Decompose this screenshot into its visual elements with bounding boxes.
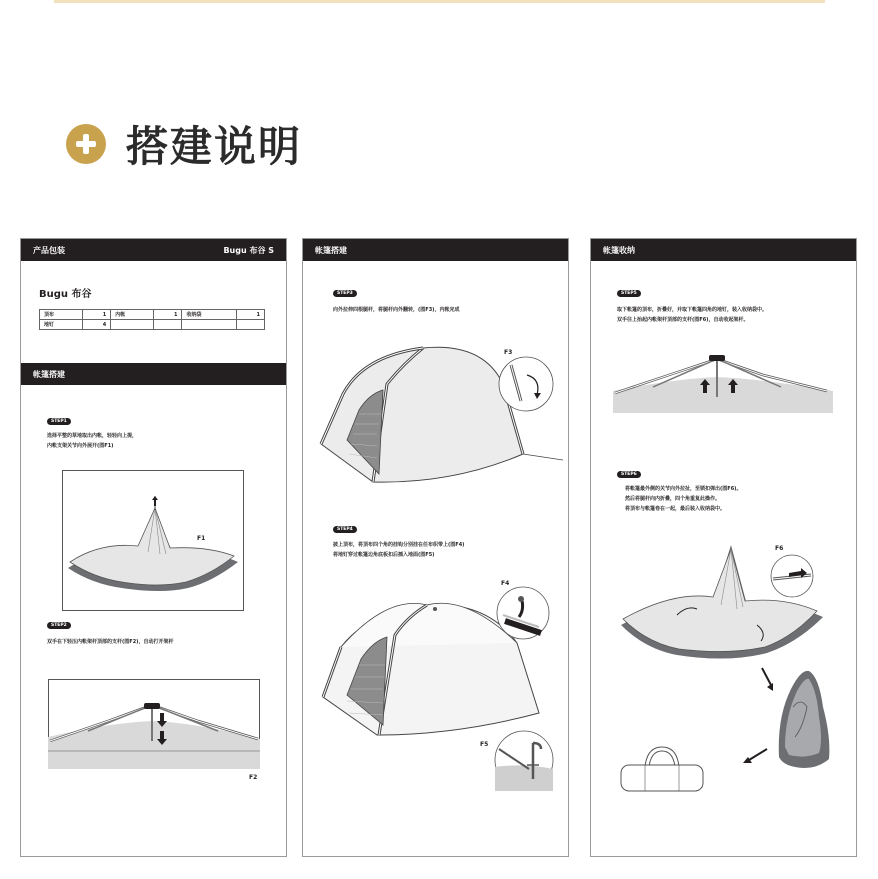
figure-storage-bag <box>619 745 705 795</box>
panel-header-title: 帐篷收纳 <box>603 245 635 255</box>
page-header <box>66 118 302 170</box>
step4-text-line2: 将地钉穿过帐篷边角底板扣后插入地面(图F5) <box>333 552 435 558</box>
item-qty: 4 <box>83 320 111 330</box>
step1-badge: STEP1 <box>47 418 71 425</box>
step6-text-line1: 将帐篷最外侧的关节向外拉扯，至锁扣弹出(图F6)。 <box>625 486 742 492</box>
section-header-title: 帐篷搭建 <box>33 369 65 379</box>
figure-f4-detail-circle <box>495 585 551 641</box>
panel-header-title: 帐篷搭建 <box>315 245 347 255</box>
panel-header-bar <box>303 239 568 261</box>
step5-text-line1: 取下帐篷的顶布，折叠好，并取下帐篷四角的地钉，装入收纳袋中。 <box>617 307 768 313</box>
model-name: Bugu 布谷 S <box>223 245 274 255</box>
step4-text-line1: 披上顶布，将顶布四个角的挂钩分别挂在任布织带上(图F4) <box>333 542 465 548</box>
plus-icon <box>66 124 106 164</box>
step1-text-line1: 选择平整的草地取出内帐，轻轻向上提， <box>47 433 138 439</box>
figure-f6-detail-circle <box>769 553 815 599</box>
panel-header-bar <box>591 239 856 261</box>
panel-tent-setup <box>302 238 569 857</box>
item-qty: 1 <box>236 310 264 320</box>
figure-f3-detail-circle <box>497 355 555 413</box>
arrow-down-icon <box>761 667 775 693</box>
step1-text-line2: 内帐支架关节向外展开(图F1) <box>47 443 114 449</box>
item-name <box>111 320 154 330</box>
panel-product-packaging <box>20 238 287 857</box>
figure-f1-tent-lift <box>62 470 244 611</box>
item-name: 地钉 <box>40 320 83 330</box>
item-name: 顶布 <box>40 310 83 320</box>
step3-text-line1: 向外拉伸四根腿杆，将腿杆向外翻转，(图F3)，内帐完成 <box>333 307 460 313</box>
figure-f6-label: F6 <box>775 545 784 552</box>
panel-header-title: 产品包装 <box>33 245 65 255</box>
figure-f3-label: F3 <box>504 349 513 356</box>
step3-badge: STEP3 <box>333 290 357 297</box>
figure-f4-label: F4 <box>501 580 510 587</box>
step4-badge: STEP4 <box>333 526 357 533</box>
figure-f6-collapse-frame <box>613 347 833 413</box>
step5-badge: STEP5 <box>617 290 641 297</box>
table-row <box>40 320 265 330</box>
table-row <box>40 310 265 320</box>
item-name <box>182 320 236 330</box>
figure-f2-press-hub <box>48 679 260 769</box>
item-qty: 1 <box>83 310 111 320</box>
step6-text-line3: 将顶布与帐篷卷在一起，最后装入收纳袋中。 <box>625 506 726 512</box>
page-title: 搭建说明 <box>126 122 303 171</box>
item-name: 内帐 <box>111 310 154 320</box>
step2-text-line1: 双手在下轻压内帐架杆顶部的支杆(图F2)，自动打开架杆 <box>47 639 174 645</box>
panel-header-bar <box>21 239 286 261</box>
figure-f1-label: F1 <box>197 535 206 542</box>
step6-text-line2: 然后将腿杆向内折叠，四个角重复此操作。 <box>625 496 721 502</box>
figure-f5-label: F5 <box>480 741 489 748</box>
figure-f2-label: F2 <box>249 774 258 781</box>
package-contents-table <box>39 309 265 330</box>
item-qty <box>154 320 182 330</box>
item-name: 收纳袋 <box>182 310 236 320</box>
item-qty: 1 <box>154 310 182 320</box>
figure-rolled-tent <box>775 667 833 771</box>
step5-text-line2: 双手往上抬起内帐架杆顶部的支杆(图F6)，自动收起架杆。 <box>617 317 749 323</box>
item-qty <box>236 320 264 330</box>
product-name: Bugu 布谷 <box>39 289 92 300</box>
top-divider-line <box>54 0 825 3</box>
step6-badge: STEP6 <box>617 471 641 478</box>
arrow-left-icon <box>739 747 769 767</box>
step2-badge: STEP2 <box>47 622 71 629</box>
figure-f5-stake-detail <box>493 729 555 791</box>
panel-tent-storage <box>590 238 857 857</box>
section-header-bar <box>21 363 286 385</box>
